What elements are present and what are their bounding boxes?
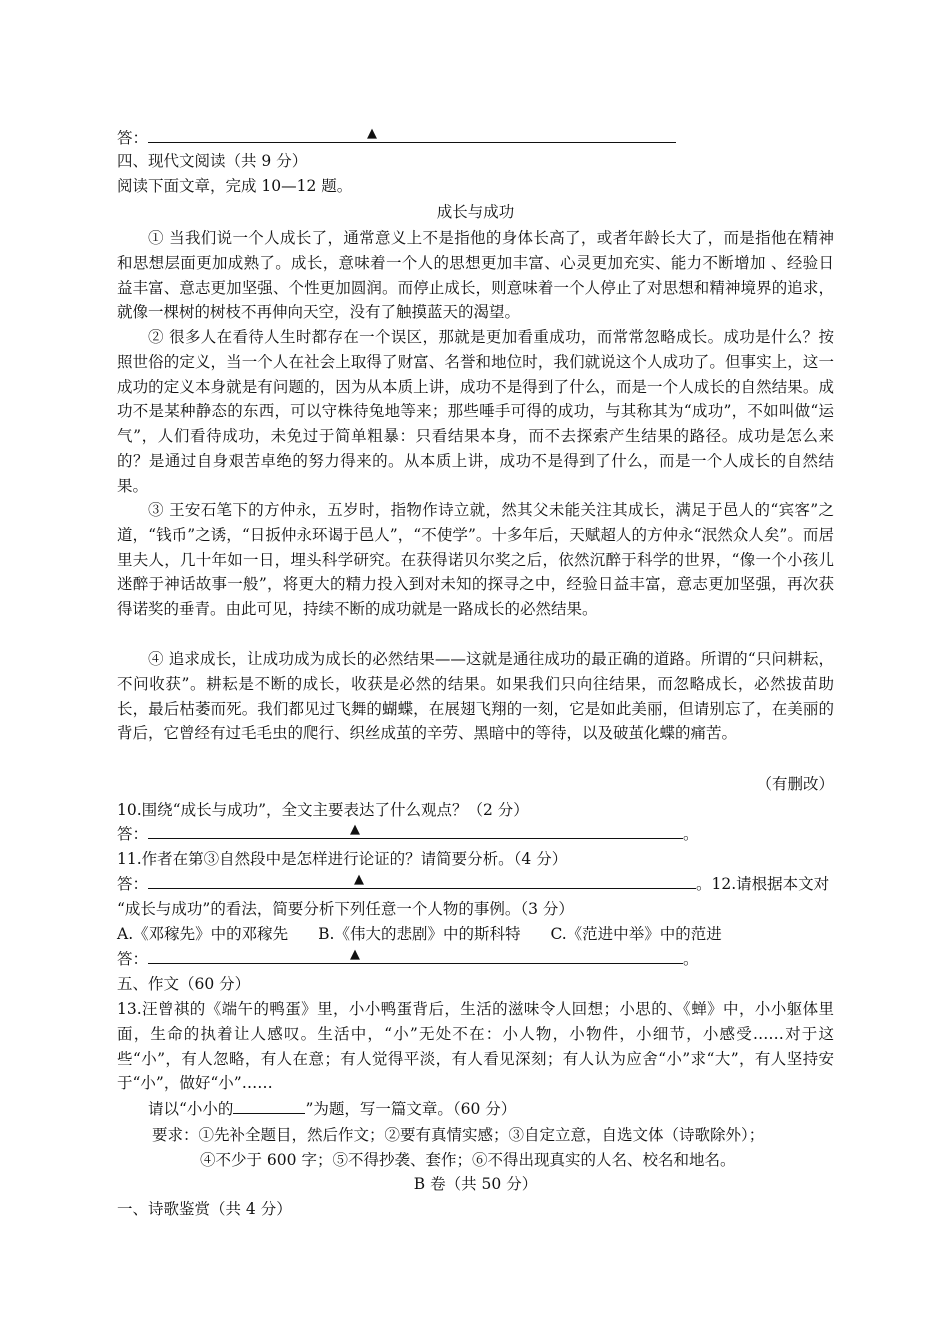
essay-requirements-1: 要求：①先补全题目，然后作文；②要有真情实感；③自定立意，自选文体（诗歌除外）； bbox=[152, 1126, 765, 1144]
section4-heading: 四、现代文阅读（共 9 分） bbox=[117, 152, 308, 170]
answer-label: 答： bbox=[117, 950, 149, 968]
period: 。 bbox=[696, 875, 712, 893]
period: 。 bbox=[683, 825, 699, 843]
answer-blank[interactable] bbox=[148, 874, 696, 889]
article-paragraph-4: ④ 追求成长，让成功成为成长的必然结果——这就是通往成功的最正确的道路。所谓的“只问耕耘，不问收获”。耕耘是不断的成长，收获是必然的结果。如果我们只向往结果，而忽略成长，必然拔苗助长，最后枯萎而死。我们都见过飞舞的蝴蝶，在展翅飞翔的一刻，它是如此美丽，但请别忘了，在美丽的背后，它曾经有过毛毛虫的爬行、织丝成茧的辛劳、黑暗中的等待，以及破茧化蝶的痛苦。 bbox=[117, 650, 834, 743]
article-paragraph-1: ① 当我们说一个人成长了，通常意义上不是指他的身体长高了，或者年龄长大了，而是指他在精神和思想层面更加成熟了。成长，意味着一个人的思想更加丰富、心灵更加充实、能力不断增加 、经验日益丰富、意志更加坚强、个性更加圆润。而停止成长，则意味着一个人停止了对思想和精神境界的追求，就像一棵树的树枝不再伸向天空，没有了触摸蓝天的渴望。 bbox=[117, 229, 834, 322]
answer-label: 答： bbox=[117, 825, 149, 843]
triangle-marker: ▲ bbox=[350, 947, 361, 962]
essay-title-blank[interactable] bbox=[233, 1099, 305, 1114]
volume-b-section1: 一、诗歌鉴赏（共 4 分） bbox=[117, 1200, 292, 1218]
answer-row-q11 bbox=[117, 874, 829, 894]
triangle-marker: ▲ bbox=[354, 872, 365, 887]
answer-label: 答： bbox=[117, 875, 149, 893]
answer-row-q10 bbox=[117, 824, 699, 844]
question-11: 11.作者在第③自然段中是怎样进行论证的？请简要分析。（4 分） bbox=[117, 850, 568, 868]
triangle-marker: ▲ bbox=[350, 822, 361, 837]
period: 。 bbox=[683, 950, 699, 968]
options-row bbox=[117, 924, 752, 944]
article-paragraph-3: ③ 王安石笔下的方仲永，五岁时，指物作诗立就，然其父未能关注其成长，满足于邑人的“宾客”之道，“钱币”之诱，“日扳仲永环谒于邑人”，“不使学”。十多年后，天赋超人的方仲永“泯然众人矣”。而居里夫人，几十年如一日，埋头科学研究。在获得诺贝尔奖之后，依然沉醉于科学的世界，“像一个小孩儿迷醉于神话故事一般”，将更大的精力投入到对未知的探寻之中，经验日益丰富，意志更加坚强，再次获得诺奖的垂青。由此可见，持续不断的成功就是一路成长的必然结果。 bbox=[117, 501, 834, 619]
article-paragraph-2: ② 很多人在看待人生时都存在一个误区，那就是更加看重成功，而常常忽略成长。成功是什么？按照世俗的定义，当一个人在社会上取得了财富、名誉和地位时，我们就说这个人成功了。但事实上，这一成功的定义本身就是有问题的，因为从本质上讲，成功不是得到了什么，而是一个人成长的自然结果。成功不是某种静态的东西，可以守株待兔地等来；那些唾手可得的成功，与其称其为“成功”，不如叫做“运气”，人们看待成功，未免过于简单粗暴：只看结果本身，而不去探索产生结果的路径。成功是怎么来的？是通过自身艰苦卓绝的努力得来的。从本质上讲，成功不是得到了什么，而是一个人成长的自然结果。 bbox=[117, 328, 834, 495]
answer-label: 答： bbox=[117, 129, 149, 147]
essay-title-pre: 请以“小小的 bbox=[148, 1100, 234, 1118]
answer-row-q12 bbox=[117, 949, 699, 969]
triangle-marker: ▲ bbox=[367, 126, 378, 141]
question-10: 10.围绕“成长与成功”，全文主要表达了什么观点？（2 分） bbox=[117, 801, 529, 819]
section4-instruction: 阅读下面文章，完成 10—12 题。 bbox=[117, 177, 353, 195]
edit-note: （有删改） bbox=[756, 775, 834, 793]
essay-title-post: ”为题，写一篇文章。（60 分） bbox=[305, 1100, 517, 1118]
option-a: A.《邓稼先》中的邓稼先 bbox=[117, 925, 289, 943]
answer-blank[interactable] bbox=[148, 128, 676, 143]
question-12-rest: “成长与成功”的看法，简要分析下列任意一个人物的事例。（3 分） bbox=[117, 900, 574, 918]
answer-row-top bbox=[117, 128, 676, 148]
essay-prompt: 13.汪曾祺的《端午的鸭蛋》里，小小鸭蛋背后，生活的滋味令人回想；小思的、《蝉》中，小小躯体里面，生命的执着让人感叹。生活中，“小”无处不在：小人物，小物件，小细节，小感受……对于这些“小”，有人忽略，有人在意；有人觉得平淡，有人看见深刻；有人认为应舍“小”求“大”，有人坚持安于“小”，做好“小”…… bbox=[117, 1000, 834, 1093]
section5-heading: 五、作文（60 分） bbox=[117, 975, 251, 993]
answer-blank[interactable] bbox=[148, 949, 683, 964]
question-12-start: 12.请根据本文对 bbox=[711, 875, 830, 893]
volume-b-heading: B 卷（共 50 分） bbox=[413, 1175, 538, 1193]
article-title: 成长与成功 bbox=[436, 203, 515, 221]
option-b: B.《伟大的悲剧》中的斯科特 bbox=[318, 925, 521, 943]
option-c: C.《范进中举》中的范进 bbox=[550, 925, 722, 943]
essay-title-line bbox=[148, 1099, 516, 1119]
answer-blank[interactable] bbox=[148, 824, 683, 839]
essay-requirements-2: ④不少于 600 字；⑤不得抄袭、套作；⑥不得出现真实的人名、校名和地名。 bbox=[200, 1151, 736, 1169]
